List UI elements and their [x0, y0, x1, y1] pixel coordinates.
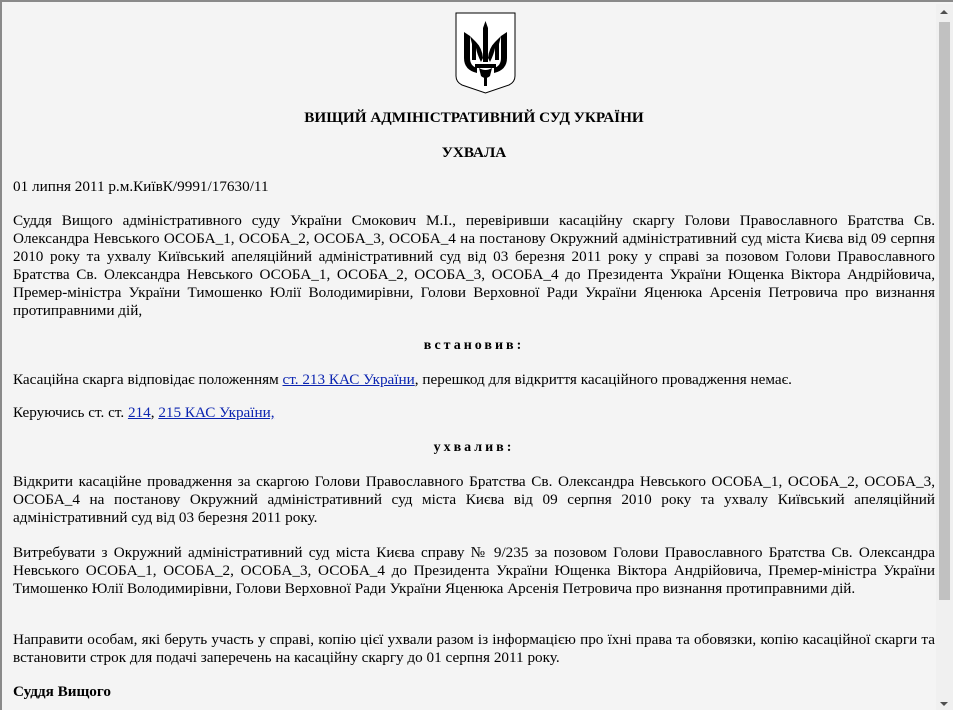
established-text-after: , перешкод для відкриття касаційного провадження немає. [414, 371, 792, 388]
established-paragraph [13, 371, 935, 389]
document-type-heading: УХВАЛА [441, 144, 507, 161]
scrollbar-thumb[interactable] [939, 22, 950, 600]
resolution-open-proceedings: Відкрити касаційне провадження за скаргою Голови Православного Братства Св. Олександра Невського ОСОБА_1, ОСОБА_2, ОСОБА_3, ОСОБА_4 на постанову Окружний адміністративний суд міста Києва від 09 серпня 2010 року та ухвалу Київський апеляційний адміністративний суд від 03 березня 2011 року. [13, 473, 935, 526]
scroll-up-arrow-icon[interactable] [940, 10, 948, 14]
scroll-down-arrow-icon[interactable] [940, 702, 948, 706]
date-and-case-number: 01 липня 2011 р.м.КиївК/9991/17630/11 [13, 178, 269, 195]
resolution-send-copies: Направити особам, які беруть участь у справі, копію цієї ухвали разом із інформацією про їхні права та обовязки, копію касаційної скарги та встановити строк для подачі заперечень на касаційну скаргу до 01 серпня 2011 року. [13, 631, 935, 666]
vertical-scrollbar[interactable] [936, 4, 953, 710]
article-214-link[interactable]: 214 [127, 404, 151, 421]
guided-separator: , [150, 404, 159, 421]
article-213-link[interactable]: ст. 213 КАС України [282, 371, 415, 388]
court-name-heading: ВИЩИЙ АДМІНІСТРАТИВНИЙ СУД УКРАЇНИ [304, 109, 644, 126]
resolution-request-case: Витребувати з Окружний адміністративний суд міста Києва справу № 9/235 за позовом Голови Православного Братства Св. Олександра Невського ОСОБА_1, ОСОБА_2, ОСОБА_3, ОСОБА_4 до Президента України Ющенка Віктора Андрійовича, Премер-міністра України Тимошенко Юлії Володимирівни, Голови Верховної Ради України Яценюка Арсенія Петровича про визнання протиправними дій. [13, 544, 935, 597]
guided-text-before: Керуючись ст. ст. [13, 404, 128, 421]
judge-signature-label: Суддя Вищого [13, 683, 112, 700]
ukraine-coat-of-arms-icon [455, 12, 516, 94]
article-215-link[interactable]: 215 КАС України, [158, 404, 275, 421]
established-text-before: Касаційна скарга відповідає положенням [13, 371, 283, 388]
guided-by-paragraph [13, 404, 935, 422]
resolved-heading: ухвалив: [433, 440, 515, 455]
established-heading: встановив: [423, 338, 525, 353]
intro-paragraph: Суддя Вищого адміністративного суду України Смокович М.І., перевіривши касаційну скаргу Голови Православного Братства Св. Олександра Невського ОСОБА_1, ОСОБА_2, ОСОБА_3, ОСОБА_4 на постанову Окружний адміністративний суд міста Києва від 09 серпня 2010 року та ухвалу Київський апеляційний адміністративний суд від 03 березня 2011 року у справі за позовом Голови Православного Братства Св. Олександра Невського ОСОБА_1, ОСОБА_2, ОСОБА_3, ОСОБА_4 до Президента України Ющенка Віктора Андрійовича, Премер-міністра України Тимошенко Юлії Володимирівни, Голови Верховної Ради України Яценюка Арсенія Петровича про визнання протиправними дій, [13, 212, 935, 319]
